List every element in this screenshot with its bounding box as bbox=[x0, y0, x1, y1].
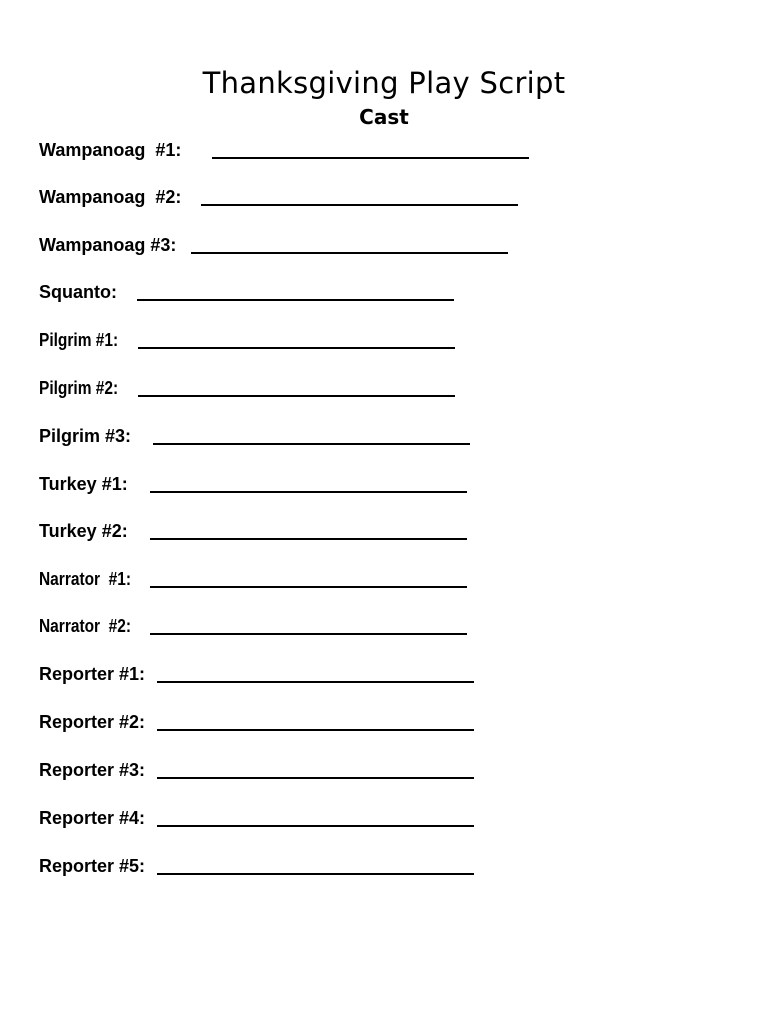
role-label: Pilgrim #2: bbox=[39, 378, 119, 398]
role-label: Turkey #2: bbox=[39, 521, 128, 541]
role-label: Pilgrim #3: bbox=[39, 426, 132, 446]
role-label: Wampanoag #3: bbox=[39, 235, 177, 255]
name-blank-line bbox=[201, 204, 518, 206]
role-label: Narrator #2: bbox=[39, 616, 132, 636]
role-label: Pilgrim #1: bbox=[39, 330, 119, 350]
role-label: Reporter #4: bbox=[39, 808, 146, 828]
role-label: Narrator #1: bbox=[39, 569, 132, 589]
role-label: Wampanoag #2: bbox=[39, 187, 182, 207]
name-blank-line bbox=[157, 825, 474, 827]
name-blank-line bbox=[157, 681, 474, 683]
name-blank-line bbox=[150, 586, 467, 588]
name-blank-line bbox=[150, 633, 467, 635]
name-blank-line bbox=[138, 395, 455, 397]
name-blank-line bbox=[191, 252, 508, 254]
name-blank-line bbox=[150, 538, 467, 540]
role-label: Wampanoag #1: bbox=[39, 140, 182, 160]
name-blank-line bbox=[138, 347, 455, 349]
cast-heading: Cast bbox=[359, 105, 409, 129]
name-blank-line bbox=[157, 777, 474, 779]
name-blank-line bbox=[153, 443, 470, 445]
name-blank-line bbox=[157, 729, 474, 731]
name-blank-line bbox=[150, 491, 467, 493]
document-title: Thanksgiving Play Script bbox=[202, 66, 566, 100]
role-label: Reporter #5: bbox=[39, 856, 146, 876]
name-blank-line bbox=[157, 873, 474, 875]
name-blank-line bbox=[137, 299, 454, 301]
name-blank-line bbox=[212, 157, 529, 159]
role-label: Squanto: bbox=[39, 282, 117, 302]
role-label: Reporter #1: bbox=[39, 664, 146, 684]
role-label: Reporter #3: bbox=[39, 760, 146, 780]
role-label: Reporter #2: bbox=[39, 712, 146, 732]
role-label: Turkey #1: bbox=[39, 474, 128, 494]
